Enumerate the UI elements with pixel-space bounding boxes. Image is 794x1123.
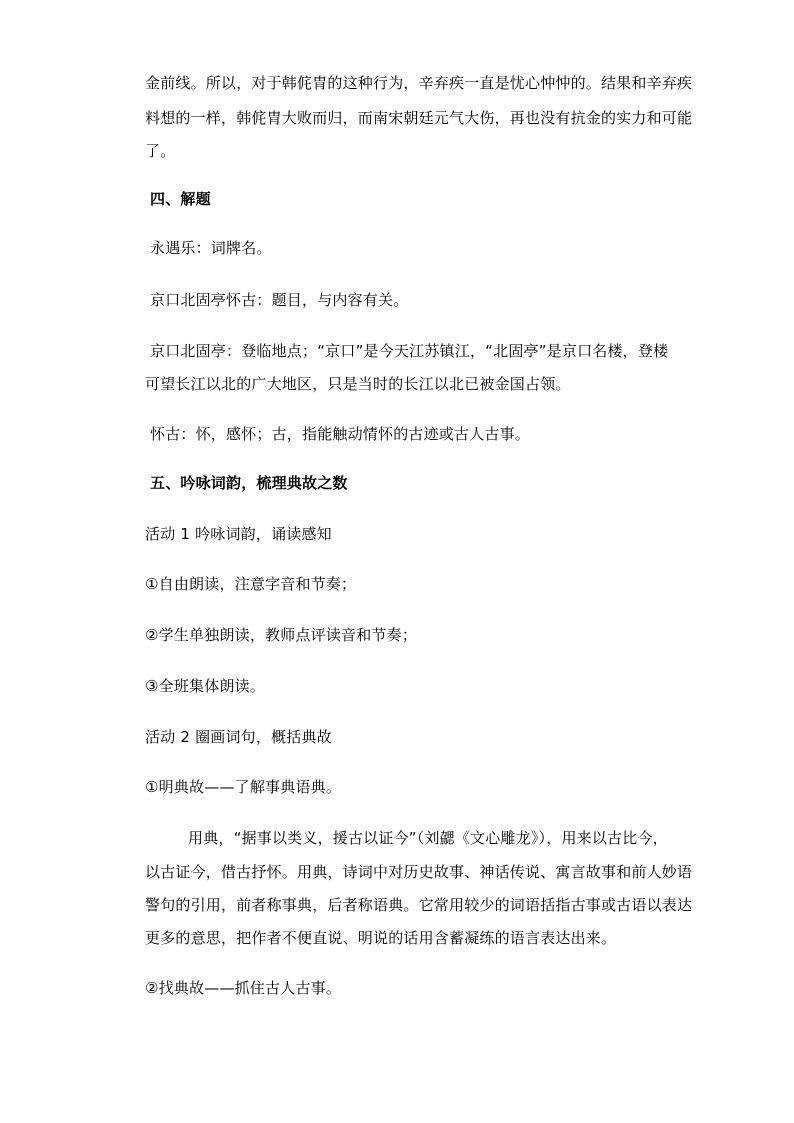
activity-2-step-1: ①明典故——了解事典语典。	[145, 778, 342, 796]
section-4-item-3-line-2: 可望长江以北的广大地区，只是当时的长江以北已被金国占领。	[145, 375, 571, 393]
activity-1-step-1: ①自由朗读，注意字音和节奏；	[145, 575, 357, 593]
activity-2-step-2: ②找典故——抓住古人古事。	[145, 979, 342, 997]
section-4-heading: 四、解题	[150, 190, 211, 208]
activity-2-paragraph-line-3: 警句的引用，前者称事典，后者称语典。它常用较少的词语括指古事或古语以表达	[145, 896, 693, 914]
activity-2-title: 活动 2 圈画词句，概括典故	[145, 728, 332, 746]
section-5-heading: 五、吟咏词韵，梳理典故之数	[150, 474, 348, 492]
section-4-item-2: 京口北固亭怀古：题目，与内容有关。	[150, 291, 409, 309]
intro-line-2: 料想的一样，韩侂胄大败而归，而南宋朝廷元气大伤，再也没有抗金的实力和可能	[145, 109, 693, 127]
activity-1-step-3: ③全班集体朗读。	[145, 677, 266, 695]
activity-2-paragraph-line-4: 更多的意思，把作者不便直说、明说的话用含蓄凝练的语言表达出来。	[145, 929, 617, 947]
activity-1-title: 活动 1 吟咏词韵，诵读感知	[145, 525, 332, 543]
intro-line-3: 了。	[145, 142, 176, 160]
activity-2-paragraph-line-2: 以古证今，借古抒怀。用典，诗词中对历史故事、神话传说、寓言故事和前人妙语	[145, 863, 693, 881]
intro-line-1: 金前线。所以，对于韩侂胄的这种行为，辛弃疾一直是忧心忡忡的。结果和辛弃疾	[145, 74, 693, 92]
activity-2-paragraph-line-1: 用典，“据事以类义，援古以证今”（刘勰《文心雕龙》），用来以古比今，	[188, 829, 668, 847]
activity-1-step-2: ②学生单独朗读，教师点评读音和节奏；	[145, 626, 418, 644]
section-4-item-1: 永遇乐：词牌名。	[150, 239, 272, 257]
section-4-item-4: 怀古：怀，感怀；古，指能触动情怀的古迹或古人古事。	[150, 425, 531, 443]
section-4-item-3-line-1: 京口北固亭：登临地点；“京口”是今天江苏镇江，“北固亭”是京口名楼，登楼	[150, 342, 669, 360]
